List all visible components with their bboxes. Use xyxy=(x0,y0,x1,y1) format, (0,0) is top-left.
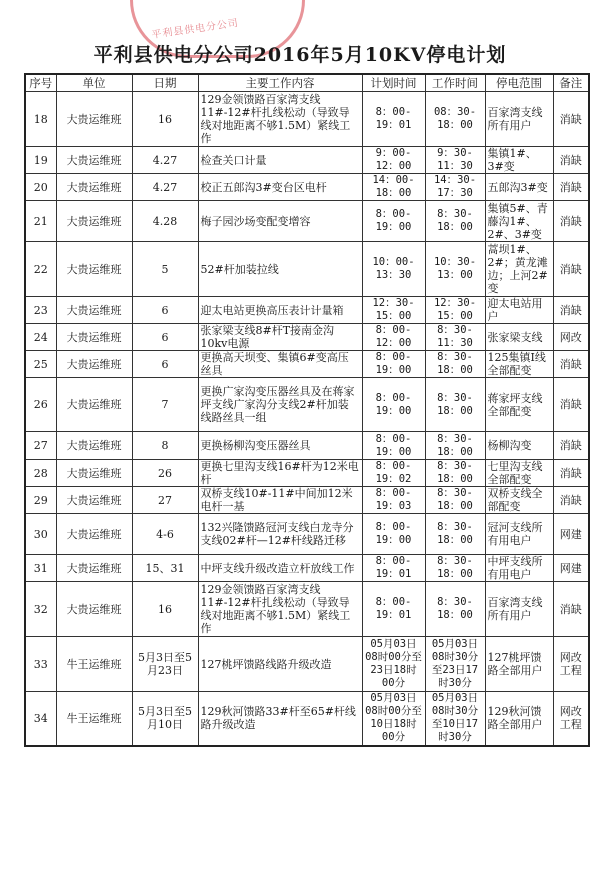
content-cell: 52#杆加装拉线 xyxy=(198,242,362,297)
unit-cell: 大贵运维班 xyxy=(56,147,132,174)
date-cell: 16 xyxy=(132,582,198,637)
work-time-cell: 8：30-18：00 xyxy=(425,460,485,487)
unit-cell: 大贵运维班 xyxy=(56,432,132,460)
row-number-cell: 33 xyxy=(25,637,56,692)
unit-cell: 大贵运维班 xyxy=(56,351,132,378)
scope-cell: 百家湾支线所有用户 xyxy=(485,92,553,147)
note-cell: 消缺 xyxy=(553,201,589,242)
work-time-cell: 8：30-18：00 xyxy=(425,582,485,637)
scope-cell: 集镇1#、3#变 xyxy=(485,147,553,174)
row-number-cell: 23 xyxy=(25,297,56,324)
table-row xyxy=(25,514,589,555)
date-cell: 4-6 xyxy=(132,514,198,555)
plan-time-cell: 8：00-19：00 xyxy=(362,351,425,378)
note-cell: 网改工程 xyxy=(553,692,589,746)
date-cell: 6 xyxy=(132,297,198,324)
row-number-cell: 21 xyxy=(25,201,56,242)
work-time-cell: 8：30-18：00 xyxy=(425,514,485,555)
note-cell: 消缺 xyxy=(553,460,589,487)
plan-time-cell: 14：00-18：00 xyxy=(362,174,425,201)
date-cell: 27 xyxy=(132,487,198,514)
table-row xyxy=(25,242,589,297)
note-cell: 网改工程 xyxy=(553,637,589,692)
table-row xyxy=(25,297,589,324)
document-title: 平利县供电分公司2016年5月10KV停电计划 xyxy=(93,44,507,66)
unit-cell: 大贵运维班 xyxy=(56,174,132,201)
scope-cell: 张家梁支线 xyxy=(485,324,553,351)
work-time-cell: 8：30-18：00 xyxy=(425,201,485,242)
row-number-cell: 19 xyxy=(25,147,56,174)
row-number-cell: 27 xyxy=(25,432,56,460)
table-row xyxy=(25,432,589,460)
work-time-cell: 12：30-15：00 xyxy=(425,297,485,324)
scope-cell: 129秋河馈路全部用户 xyxy=(485,692,553,746)
scope-cell: 集镇5#、青藤沟1#、2#、3#变 xyxy=(485,201,553,242)
row-number-cell: 20 xyxy=(25,174,56,201)
work-time-cell: 8：30-11：30 xyxy=(425,324,485,351)
header-cell: 序号 xyxy=(25,74,56,92)
scope-cell: 127桃坪馈路全部用户 xyxy=(485,637,553,692)
plan-time-cell: 8：00-19：00 xyxy=(362,378,425,432)
content-cell: 更换广家沟变压器丝具及在蒋家坪支线广家沟分支线2#杆加装线路丝具一组 xyxy=(198,378,362,432)
unit-cell: 大贵运维班 xyxy=(56,487,132,514)
header-cell: 备注 xyxy=(553,74,589,92)
table-row xyxy=(25,487,589,514)
date-cell: 8 xyxy=(132,432,198,460)
content-cell: 129金领馈路百家湾支线11#-12#杆扎线松动（导致导线对地距离不够1.5M）紧线工作 xyxy=(198,92,362,147)
row-number-cell: 24 xyxy=(25,324,56,351)
outage-plan-table xyxy=(24,73,590,747)
note-cell: 消缺 xyxy=(553,378,589,432)
content-cell: 梅子园沙场变配变增容 xyxy=(198,201,362,242)
content-cell: 132兴隆馈路冠河支线白龙寺分支线02#杆—12#杆线路迁移 xyxy=(198,514,362,555)
row-number-cell: 34 xyxy=(25,692,56,746)
work-time-cell: 05月03日08时30分至10日17时30分 xyxy=(425,692,485,746)
content-cell: 129秋河馈路33#杆至65#杆线路升级改造 xyxy=(198,692,362,746)
date-cell: 16 xyxy=(132,92,198,147)
plan-time-cell: 8：00-19：01 xyxy=(362,92,425,147)
content-cell: 迎太电站更换高压表计计量箱 xyxy=(198,297,362,324)
unit-cell: 大贵运维班 xyxy=(56,460,132,487)
plan-time-cell: 05月03日08时00分至10日18时00分 xyxy=(362,692,425,746)
work-time-cell: 8：30-18：00 xyxy=(425,378,485,432)
scope-cell: 蒋家坪支线全部配变 xyxy=(485,378,553,432)
note-cell: 网建 xyxy=(553,514,589,555)
work-time-cell: 8：30-18：00 xyxy=(425,487,485,514)
note-cell: 消缺 xyxy=(553,351,589,378)
content-cell: 更换七里沟支线16#杆为12米电杆 xyxy=(198,460,362,487)
date-cell: 5月3日至5月10日 xyxy=(132,692,198,746)
plan-time-cell: 8：00-19：02 xyxy=(362,460,425,487)
table-row xyxy=(25,582,589,637)
header-cell: 单位 xyxy=(56,74,132,92)
date-cell: 5 xyxy=(132,242,198,297)
scope-cell: 七里沟支线全部配变 xyxy=(485,460,553,487)
header-cell: 日期 xyxy=(132,74,198,92)
note-cell: 消缺 xyxy=(553,174,589,201)
row-number-cell: 25 xyxy=(25,351,56,378)
date-cell: 4.28 xyxy=(132,201,198,242)
note-cell: 消缺 xyxy=(553,432,589,460)
content-cell: 双桥支线10#-11#中间加12米电杆一基 xyxy=(198,487,362,514)
date-cell: 4.27 xyxy=(132,147,198,174)
note-cell: 网改 xyxy=(553,324,589,351)
unit-cell: 牛王运维班 xyxy=(56,692,132,746)
unit-cell: 大贵运维班 xyxy=(56,92,132,147)
scope-cell: 百家湾支线所有用户 xyxy=(485,582,553,637)
scope-cell: 双桥支线全部配变 xyxy=(485,487,553,514)
header-cell: 计划时间 xyxy=(362,74,425,92)
note-cell: 网建 xyxy=(553,555,589,582)
plan-time-cell: 8：00-19：01 xyxy=(362,555,425,582)
scope-cell: 蒿坝1#、2#；黄龙滩边；上河2#变 xyxy=(485,242,553,297)
unit-cell: 大贵运维班 xyxy=(56,201,132,242)
content-cell: 检查关口计量 xyxy=(198,147,362,174)
date-cell: 7 xyxy=(132,378,198,432)
scope-cell: 冠河支线所有用电户 xyxy=(485,514,553,555)
date-cell: 26 xyxy=(132,460,198,487)
scope-cell: 125集镇I线全部配变 xyxy=(485,351,553,378)
plan-time-cell: 9：00-12：00 xyxy=(362,147,425,174)
table-row xyxy=(25,555,589,582)
table-row xyxy=(25,378,589,432)
plan-time-cell: 8：00-12：00 xyxy=(362,324,425,351)
content-cell: 127桃坪馈路线路升级改造 xyxy=(198,637,362,692)
unit-cell: 大贵运维班 xyxy=(56,555,132,582)
content-cell: 更换高天坝变、集镇6#变高压丝具 xyxy=(198,351,362,378)
row-number-cell: 28 xyxy=(25,460,56,487)
work-time-cell: 14：30-17：30 xyxy=(425,174,485,201)
content-cell: 校正五郎沟3#变台区电杆 xyxy=(198,174,362,201)
note-cell: 消缺 xyxy=(553,92,589,147)
unit-cell: 大贵运维班 xyxy=(56,242,132,297)
table-row xyxy=(25,637,589,692)
work-time-cell: 8：30-18：00 xyxy=(425,432,485,460)
table-row xyxy=(25,147,589,174)
unit-cell: 牛王运维班 xyxy=(56,637,132,692)
plan-time-cell: 05月03日08时00分至23日18时00分 xyxy=(362,637,425,692)
note-cell: 消缺 xyxy=(553,297,589,324)
table-row xyxy=(25,92,589,147)
scope-cell: 五郎沟3#变 xyxy=(485,174,553,201)
plan-time-cell: 8：00-19：03 xyxy=(362,487,425,514)
plan-time-cell: 8：00-19：00 xyxy=(362,432,425,460)
content-cell: 中坪支线升级改造立杆放线工作 xyxy=(198,555,362,582)
date-cell: 15、31 xyxy=(132,555,198,582)
row-number-cell: 29 xyxy=(25,487,56,514)
row-number-cell: 22 xyxy=(25,242,56,297)
work-time-cell: 05月03日08时30分至23日17时30分 xyxy=(425,637,485,692)
table-row xyxy=(25,351,589,378)
plan-time-cell: 8：00-19：01 xyxy=(362,582,425,637)
row-number-cell: 32 xyxy=(25,582,56,637)
work-time-cell: 08：30-18：00 xyxy=(425,92,485,147)
unit-cell: 大贵运维班 xyxy=(56,297,132,324)
note-cell: 消缺 xyxy=(553,582,589,637)
header-cell: 工作时间 xyxy=(425,74,485,92)
date-cell: 4.27 xyxy=(132,174,198,201)
table-row xyxy=(25,174,589,201)
plan-time-cell: 10：00-13：30 xyxy=(362,242,425,297)
unit-cell: 大贵运维班 xyxy=(56,378,132,432)
row-number-cell: 26 xyxy=(25,378,56,432)
table-row xyxy=(25,460,589,487)
table-row xyxy=(25,324,589,351)
header-cell: 停电范围 xyxy=(485,74,553,92)
plan-time-cell: 8：00-19：00 xyxy=(362,514,425,555)
content-cell: 129金领馈路百家湾支线11#-12#杆扎线松动（导致导线对地距离不够1.5M）紧线工作 xyxy=(198,582,362,637)
scope-cell: 中坪支线所有用电户 xyxy=(485,555,553,582)
table-row xyxy=(25,201,589,242)
note-cell: 消缺 xyxy=(553,147,589,174)
date-cell: 5月3日至5月23日 xyxy=(132,637,198,692)
table-header-row xyxy=(25,74,589,92)
unit-cell: 大贵运维班 xyxy=(56,582,132,637)
header-cell: 主要工作内容 xyxy=(198,74,362,92)
date-cell: 6 xyxy=(132,351,198,378)
unit-cell: 大贵运维班 xyxy=(56,324,132,351)
date-cell: 6 xyxy=(132,324,198,351)
scope-cell: 迎太电站用户 xyxy=(485,297,553,324)
row-number-cell: 31 xyxy=(25,555,56,582)
work-time-cell: 9：30-11：30 xyxy=(425,147,485,174)
plan-time-cell: 12：30-15：00 xyxy=(362,297,425,324)
work-time-cell: 8：30-18：00 xyxy=(425,555,485,582)
note-cell: 消缺 xyxy=(553,242,589,297)
plan-time-cell: 8：00-19：00 xyxy=(362,201,425,242)
row-number-cell: 18 xyxy=(25,92,56,147)
work-time-cell: 10：30-13：00 xyxy=(425,242,485,297)
row-number-cell: 30 xyxy=(25,514,56,555)
scope-cell: 杨柳沟变 xyxy=(485,432,553,460)
unit-cell: 大贵运维班 xyxy=(56,514,132,555)
table-row xyxy=(25,692,589,746)
content-cell: 更换杨柳沟变压器丝具 xyxy=(198,432,362,460)
note-cell: 消缺 xyxy=(553,487,589,514)
content-cell: 张家梁支线8#杆T接南金沟10kv电源 xyxy=(198,324,362,351)
work-time-cell: 8：30-18：00 xyxy=(425,351,485,378)
seal-text: 平利县供电分公司 xyxy=(150,17,240,42)
